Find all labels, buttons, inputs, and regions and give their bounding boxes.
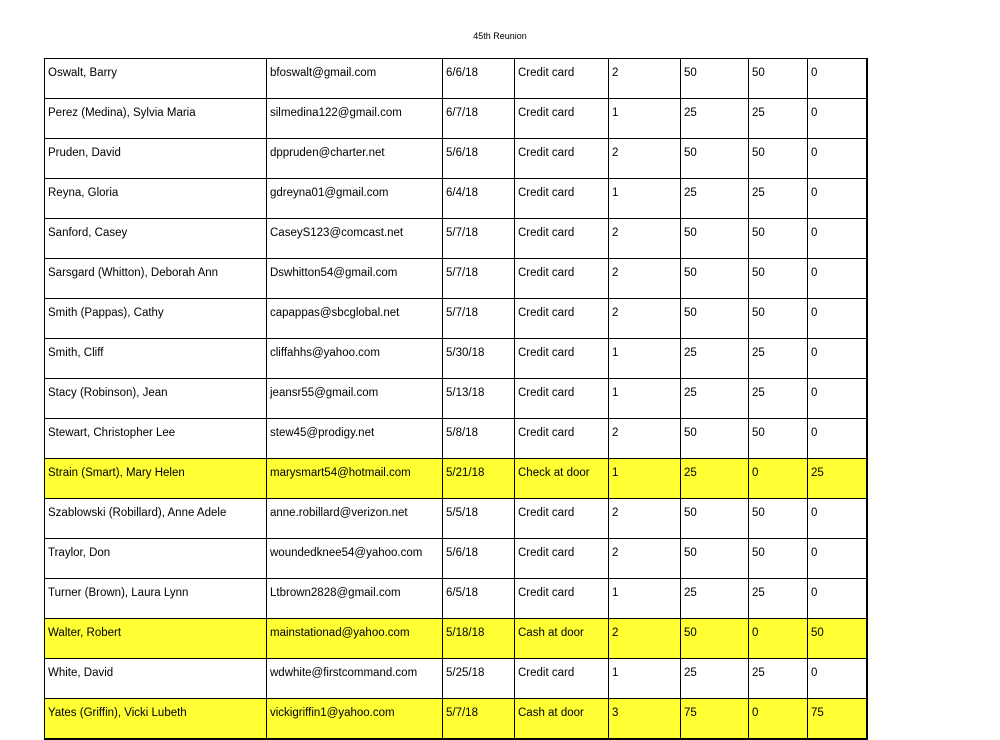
attendee-name-cell: Pruden, David	[45, 139, 267, 179]
count-cell: 3	[609, 699, 681, 740]
attendee-name-cell: Szablowski (Robillard), Anne Adele	[45, 499, 267, 539]
paid-cell: 25	[749, 659, 808, 699]
email-cell: vickigriffin1@yahoo.com	[267, 699, 443, 740]
payment-method-cell: Credit card	[515, 179, 609, 219]
attendee-name-cell: Stewart, Christopher Lee	[45, 419, 267, 459]
attendee-name-cell: White, David	[45, 659, 267, 699]
paid-cell: 25	[749, 339, 808, 379]
date-cell: 5/30/18	[443, 339, 515, 379]
table-row	[45, 579, 867, 619]
attendee-name-cell: Turner (Brown), Laura Lynn	[45, 579, 267, 619]
payment-method-cell: Credit card	[515, 499, 609, 539]
amount-cell: 50	[681, 539, 749, 579]
table-row	[45, 699, 867, 740]
date-cell: 5/7/18	[443, 219, 515, 259]
email-cell: capappas@sbcglobal.net	[267, 299, 443, 339]
due-cell: 25	[808, 459, 867, 499]
paid-cell: 50	[749, 539, 808, 579]
amount-cell: 25	[681, 339, 749, 379]
amount-cell: 50	[681, 419, 749, 459]
table-row	[45, 259, 867, 299]
email-cell: stew45@prodigy.net	[267, 419, 443, 459]
count-cell: 2	[609, 59, 681, 99]
count-cell: 1	[609, 379, 681, 419]
table-row	[45, 299, 867, 339]
amount-cell: 25	[681, 659, 749, 699]
due-cell: 0	[808, 659, 867, 699]
payment-method-cell: Credit card	[515, 539, 609, 579]
payment-method-cell: Credit card	[515, 419, 609, 459]
count-cell: 1	[609, 179, 681, 219]
due-cell: 0	[808, 179, 867, 219]
date-cell: 5/21/18	[443, 459, 515, 499]
date-cell: 5/25/18	[443, 659, 515, 699]
paid-cell: 50	[749, 219, 808, 259]
email-cell: Ltbrown2828@gmail.com	[267, 579, 443, 619]
date-cell: 6/7/18	[443, 99, 515, 139]
email-cell: woundedknee54@yahoo.com	[267, 539, 443, 579]
paid-cell: 25	[749, 579, 808, 619]
payment-method-cell: Credit card	[515, 579, 609, 619]
count-cell: 1	[609, 99, 681, 139]
paid-cell: 0	[749, 459, 808, 499]
due-cell: 75	[808, 699, 867, 740]
attendee-name-cell: Traylor, Don	[45, 539, 267, 579]
due-cell: 0	[808, 99, 867, 139]
count-cell: 1	[609, 339, 681, 379]
date-cell: 5/6/18	[443, 139, 515, 179]
email-cell: anne.robillard@verizon.net	[267, 499, 443, 539]
payment-method-cell: Credit card	[515, 139, 609, 179]
table-row	[45, 459, 867, 499]
email-cell: CaseyS123@comcast.net	[267, 219, 443, 259]
date-cell: 5/7/18	[443, 699, 515, 740]
email-cell: Dswhitton54@gmail.com	[267, 259, 443, 299]
table-row	[45, 139, 867, 179]
table-row	[45, 99, 867, 139]
count-cell: 1	[609, 659, 681, 699]
roster-body	[45, 59, 867, 740]
email-cell: wdwhite@firstcommand.com	[267, 659, 443, 699]
table-row	[45, 219, 867, 259]
paid-cell: 50	[749, 499, 808, 539]
paid-cell: 25	[749, 179, 808, 219]
count-cell: 2	[609, 499, 681, 539]
payment-method-cell: Credit card	[515, 659, 609, 699]
count-cell: 2	[609, 539, 681, 579]
amount-cell: 50	[681, 259, 749, 299]
payment-method-cell: Credit card	[515, 299, 609, 339]
amount-cell: 50	[681, 499, 749, 539]
payment-method-cell: Cash at door	[515, 699, 609, 740]
payment-method-cell: Cash at door	[515, 619, 609, 659]
due-cell: 0	[808, 539, 867, 579]
email-cell: marysmart54@hotmail.com	[267, 459, 443, 499]
attendee-name-cell: Oswalt, Barry	[45, 59, 267, 99]
payment-method-cell: Credit card	[515, 99, 609, 139]
date-cell: 6/4/18	[443, 179, 515, 219]
paid-cell: 50	[749, 59, 808, 99]
email-cell: mainstationad@yahoo.com	[267, 619, 443, 659]
amount-cell: 25	[681, 579, 749, 619]
attendee-name-cell: Sarsgard (Whitton), Deborah Ann	[45, 259, 267, 299]
amount-cell: 25	[681, 99, 749, 139]
count-cell: 2	[609, 139, 681, 179]
amount-cell: 50	[681, 299, 749, 339]
attendee-name-cell: Reyna, Gloria	[45, 179, 267, 219]
payment-method-cell: Credit card	[515, 339, 609, 379]
payment-method-cell: Credit card	[515, 379, 609, 419]
date-cell: 6/6/18	[443, 59, 515, 99]
attendee-name-cell: Walter, Robert	[45, 619, 267, 659]
date-cell: 6/5/18	[443, 579, 515, 619]
email-cell: dppruden@charter.net	[267, 139, 443, 179]
amount-cell: 50	[681, 619, 749, 659]
due-cell: 0	[808, 419, 867, 459]
paid-cell: 0	[749, 619, 808, 659]
date-cell: 5/8/18	[443, 419, 515, 459]
table-row	[45, 339, 867, 379]
amount-cell: 50	[681, 59, 749, 99]
table-row	[45, 59, 867, 99]
due-cell: 0	[808, 579, 867, 619]
email-cell: cliffahhs@yahoo.com	[267, 339, 443, 379]
amount-cell: 25	[681, 459, 749, 499]
email-cell: jeansr55@gmail.com	[267, 379, 443, 419]
paid-cell: 50	[749, 259, 808, 299]
due-cell: 0	[808, 59, 867, 99]
date-cell: 5/7/18	[443, 259, 515, 299]
paid-cell: 0	[749, 699, 808, 740]
date-cell: 5/6/18	[443, 539, 515, 579]
paid-cell: 50	[749, 139, 808, 179]
email-cell: gdreyna01@gmail.com	[267, 179, 443, 219]
paid-cell: 25	[749, 99, 808, 139]
amount-cell: 75	[681, 699, 749, 740]
due-cell: 0	[808, 139, 867, 179]
attendee-name-cell: Strain (Smart), Mary Helen	[45, 459, 267, 499]
table-row	[45, 499, 867, 539]
due-cell: 0	[808, 299, 867, 339]
amount-cell: 50	[681, 219, 749, 259]
payment-method-cell: Credit card	[515, 259, 609, 299]
attendee-name-cell: Perez (Medina), Sylvia Maria	[45, 99, 267, 139]
count-cell: 2	[609, 619, 681, 659]
due-cell: 0	[808, 339, 867, 379]
table-row	[45, 179, 867, 219]
reunion-roster-table	[44, 58, 868, 740]
paid-cell: 50	[749, 419, 808, 459]
due-cell: 0	[808, 379, 867, 419]
due-cell: 50	[808, 619, 867, 659]
attendee-name-cell: Smith, Cliff	[45, 339, 267, 379]
count-cell: 2	[609, 419, 681, 459]
attendee-name-cell: Yates (Griffin), Vicki Lubeth	[45, 699, 267, 740]
date-cell: 5/5/18	[443, 499, 515, 539]
amount-cell: 25	[681, 379, 749, 419]
count-cell: 2	[609, 299, 681, 339]
count-cell: 2	[609, 219, 681, 259]
count-cell: 2	[609, 259, 681, 299]
payment-method-cell: Credit card	[515, 219, 609, 259]
date-cell: 5/7/18	[443, 299, 515, 339]
payment-method-cell: Check at door	[515, 459, 609, 499]
count-cell: 1	[609, 579, 681, 619]
attendee-name-cell: Sanford, Casey	[45, 219, 267, 259]
table-row	[45, 379, 867, 419]
attendee-name-cell: Smith (Pappas), Cathy	[45, 299, 267, 339]
table-row	[45, 539, 867, 579]
date-cell: 5/13/18	[443, 379, 515, 419]
due-cell: 0	[808, 259, 867, 299]
table-row	[45, 419, 867, 459]
table-row	[45, 659, 867, 699]
attendee-name-cell: Stacy (Robinson), Jean	[45, 379, 267, 419]
paid-cell: 50	[749, 299, 808, 339]
payment-method-cell: Credit card	[515, 59, 609, 99]
table-row	[45, 619, 867, 659]
page-title: 45th Reunion	[473, 31, 527, 41]
amount-cell: 50	[681, 139, 749, 179]
count-cell: 1	[609, 459, 681, 499]
email-cell: silmedina122@gmail.com	[267, 99, 443, 139]
email-cell: bfoswalt@gmail.com	[267, 59, 443, 99]
due-cell: 0	[808, 499, 867, 539]
amount-cell: 25	[681, 179, 749, 219]
due-cell: 0	[808, 219, 867, 259]
paid-cell: 25	[749, 379, 808, 419]
date-cell: 5/18/18	[443, 619, 515, 659]
